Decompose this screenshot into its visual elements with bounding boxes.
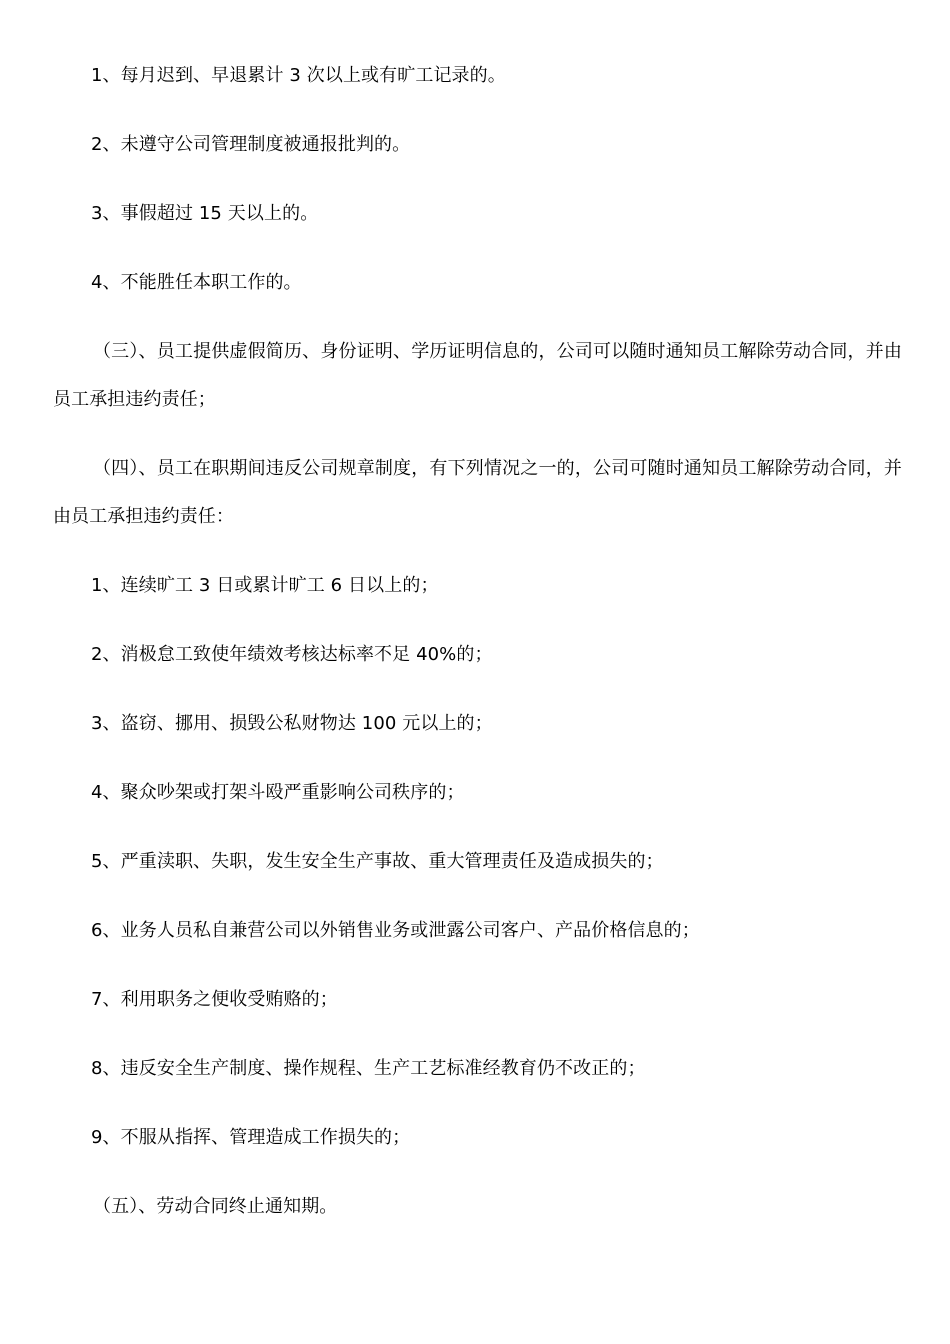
list-item: 4、不能胜任本职工作的。 xyxy=(91,272,302,293)
list-item: 5、严重渎职、失职，发生安全生产事故、重大管理责任及造成损失的； xyxy=(91,851,664,872)
list-item: 2、未遵守公司管理制度被通报批判的。 xyxy=(91,134,411,155)
list-item: 2、消极怠工致使年绩效考核达标率不足 40%的； xyxy=(91,644,493,665)
list-item: 6、业务人员私自兼营公司以外销售业务或泄露公司客户、产品价格信息的； xyxy=(91,920,700,941)
section-paragraph: （四）、员工在职期间违反公司规章制度，有下列情况之一的，公司可随时通知员工解除劳动合同，并由员工承担违约责任： xyxy=(53,458,902,527)
list-item: 3、事假超过 15 天以上的。 xyxy=(91,203,319,224)
list-item: 1、每月迟到、早退累计 3 次以上或有旷工记录的。 xyxy=(91,65,506,86)
list-item: 1、连续旷工 3 日或累计旷工 6 日以上的； xyxy=(91,575,439,596)
list-item: 4、聚众吵架或打架斗殴严重影响公司秩序的； xyxy=(91,782,465,803)
list-item: 9、不服从指挥、管理造成工作损失的； xyxy=(91,1127,411,1148)
section-paragraph: （三）、员工提供虚假简历、身份证明、学历证明信息的，公司可以随时通知员工解除劳动合同，并由员工承担违约责任； xyxy=(53,341,902,410)
document-body xyxy=(53,0,902,1231)
list-item: 7、利用职务之便收受贿赂的； xyxy=(91,989,338,1010)
list-item: 3、盗窃、挪用、损毁公私财物达 100 元以上的； xyxy=(91,713,493,734)
section-paragraph: （五）、劳动合同终止通知期。 xyxy=(93,1196,338,1217)
list-item: 8、违反安全生产制度、操作规程、生产工艺标准经教育仍不改正的； xyxy=(91,1058,646,1079)
